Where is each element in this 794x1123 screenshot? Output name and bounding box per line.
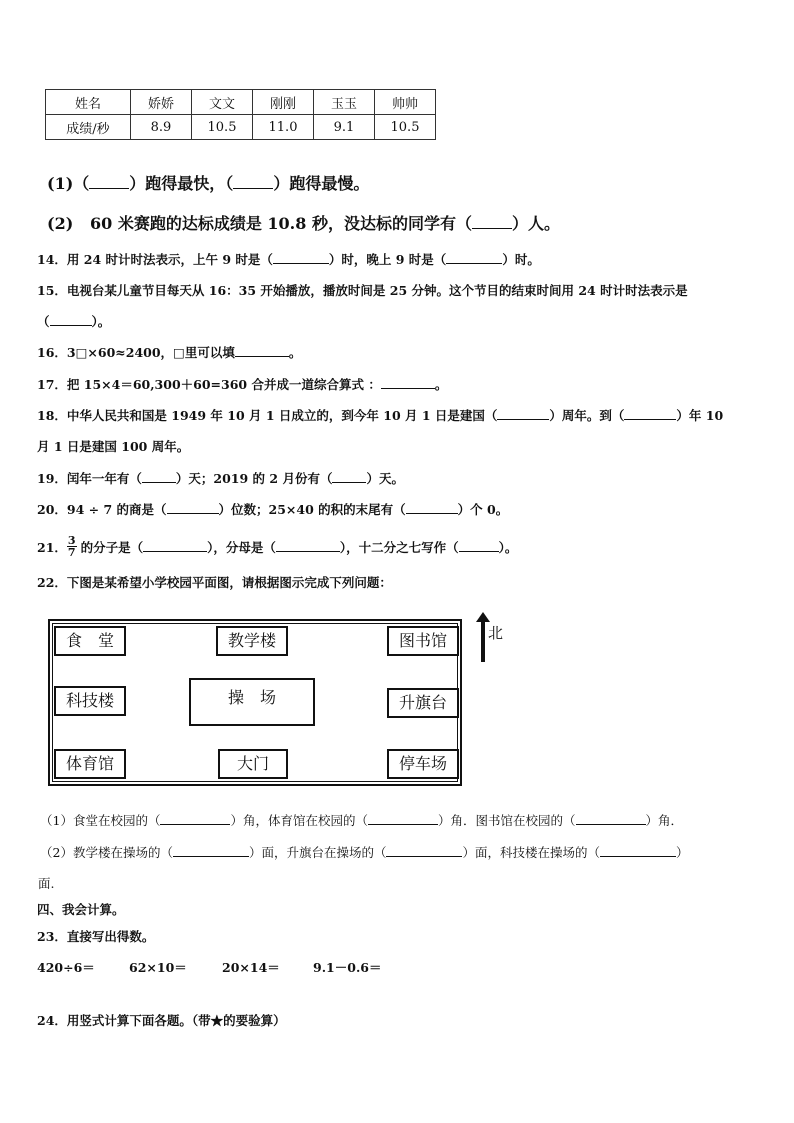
question-14 <box>37 250 540 268</box>
answer-blank[interactable] <box>50 313 92 326</box>
answer-blank[interactable] <box>446 251 502 264</box>
place-parking: 停车场 <box>387 749 459 779</box>
fraction-numerator: 3 <box>67 534 76 547</box>
text: 21． <box>37 540 67 555</box>
question-21 <box>37 534 518 560</box>
question-22-part2 <box>40 843 689 861</box>
table-cell: 9.1 <box>314 115 375 140</box>
question-18-line2 <box>37 437 189 455</box>
text: ），十二分之七写作（ <box>339 540 459 555</box>
text: 月 1 日是建国 100 周年。 <box>37 439 190 454</box>
text: 的分子是（ <box>80 540 144 555</box>
table-cell: 文文 <box>192 90 253 115</box>
text: ）天。 <box>366 471 404 486</box>
answer-blank[interactable] <box>472 216 512 229</box>
question-24: 24．用竖式计算下面各题。（带★的要验算） <box>37 1013 286 1028</box>
text: ）时，晚上 9 时是（ <box>328 252 447 267</box>
text: （ <box>37 314 50 329</box>
text: 14．用 24 时计时法表示，上午 9 时是（ <box>37 252 273 267</box>
text: ）时。 <box>502 252 540 267</box>
place-science-building: 科技楼 <box>54 686 126 716</box>
table-cell: 玉玉 <box>314 90 375 115</box>
text: ）跑得最慢。 <box>273 174 370 193</box>
question-18 <box>37 406 723 424</box>
campus-map <box>48 619 462 786</box>
text: 20．94 ÷ 7 的商是（ <box>37 502 167 517</box>
question-20 <box>37 500 508 518</box>
north-label: 北 <box>488 624 504 642</box>
answer-blank[interactable] <box>368 812 438 825</box>
place-gym: 体育馆 <box>54 749 126 779</box>
section-heading: 四、我会计算。 <box>37 902 125 917</box>
text: ）。 <box>498 540 518 555</box>
answer-blank[interactable] <box>235 344 289 357</box>
text: ）位数；25×40 的积的末尾有（ <box>218 502 406 517</box>
answer-blank[interactable] <box>497 407 549 420</box>
answer-blank[interactable] <box>459 539 499 552</box>
question-16 <box>37 343 301 361</box>
question-15 <box>37 281 688 299</box>
text: ）角，体育馆在校园的（ <box>230 813 368 828</box>
q13-part2 <box>47 211 560 234</box>
answer-blank[interactable] <box>142 470 176 483</box>
text: 22．下图是某希望小学校园平面图，请根据图示完成下列问题： <box>37 575 392 590</box>
calc-item: 20×14＝ <box>222 960 280 975</box>
calc-item: 420÷6＝ <box>37 960 95 975</box>
part-label: (2) <box>47 214 74 233</box>
text: 面. <box>38 876 55 891</box>
answer-blank[interactable] <box>167 501 219 514</box>
table-row <box>46 115 436 140</box>
text: ）周年。到（ <box>549 408 625 423</box>
text: 16．3□×60≈2400，□里可以填 <box>37 345 235 360</box>
table-cell: 10.5 <box>375 115 436 140</box>
place-canteen: 食 堂 <box>54 626 126 656</box>
table-cell: 帅帅 <box>375 90 436 115</box>
question-17 <box>37 375 447 393</box>
text: ）年 10 <box>676 408 724 423</box>
text: ）。 <box>91 314 111 329</box>
place-flag-platform: 升旗台 <box>387 688 459 718</box>
question-22-part2-line2 <box>38 874 54 892</box>
text: 19．闰年一年有（ <box>37 471 142 486</box>
text: ）人。 <box>511 214 560 233</box>
answer-blank[interactable] <box>273 251 329 264</box>
answer-blank[interactable] <box>624 407 676 420</box>
calc-item: 9.1－0.6＝ <box>313 960 382 975</box>
text: ），分母是（ <box>207 540 276 555</box>
text: 17．把 15×4＝60,300＋60=360 合并成一道综合算式 ： <box>37 377 381 392</box>
table-cell: 娇娇 <box>131 90 192 115</box>
answer-blank[interactable] <box>160 812 230 825</box>
north-arrow-icon <box>481 620 485 662</box>
text: 60 米赛跑的达标成绩是 10.8 秒，没达标的同学有（ <box>90 214 472 233</box>
table-cell: 11.0 <box>253 115 314 140</box>
answer-blank[interactable] <box>89 176 129 189</box>
text: 18．中华人民共和国是 1949 年 10 月 1 日成立的，到今年 10 月 1 日是建国（ <box>37 408 498 423</box>
fraction <box>67 535 77 558</box>
answer-blank[interactable] <box>143 539 207 552</box>
table-cell: 姓名 <box>46 90 131 115</box>
place-playground: 操 场 <box>189 678 315 726</box>
text: ）个 0。 <box>457 502 509 517</box>
table-cell: 刚刚 <box>253 90 314 115</box>
text: ）面，升旗台在操场的（ <box>248 845 387 860</box>
answer-blank[interactable] <box>381 376 435 389</box>
answer-blank[interactable] <box>332 470 366 483</box>
text: （2）教学楼在操场的（ <box>40 845 173 860</box>
text: ） <box>676 845 689 860</box>
fraction-denominator: 7 <box>67 546 76 559</box>
text: ）角． <box>645 813 684 828</box>
part-label: (1) <box>47 174 74 193</box>
text: ）天；2019 的 2 月份有（ <box>175 471 333 486</box>
answer-blank[interactable] <box>576 812 646 825</box>
table-cell: 成绩/秒 <box>46 115 131 140</box>
question-22-title <box>37 573 392 591</box>
question-22-part1 <box>40 811 683 829</box>
text: 。 <box>434 377 448 392</box>
answer-blank[interactable] <box>173 844 249 857</box>
text: ）跑得最快，（ <box>129 174 234 193</box>
score-table <box>45 89 436 140</box>
calc-item: 62×10＝ <box>129 960 187 975</box>
answer-blank[interactable] <box>276 539 340 552</box>
question-15-line2 <box>37 312 110 330</box>
text: 15．电视台某儿童节目每天从 16：35 开始播放，播放时间是 25 分钟。这个节目的结束时间用 24 时计时法表示是 <box>37 283 688 298</box>
place-teaching-building: 教学楼 <box>216 626 288 656</box>
question-19 <box>37 469 404 487</box>
question-23-title: 23．直接写出得数。 <box>37 929 155 944</box>
text: ）面，科技楼在操场的（ <box>462 845 600 860</box>
text: 。 <box>288 345 302 360</box>
answer-blank[interactable] <box>600 844 676 857</box>
text: （ <box>73 174 90 193</box>
table-header-row <box>46 90 436 115</box>
answer-blank[interactable] <box>386 844 462 857</box>
answer-blank[interactable] <box>406 501 458 514</box>
place-library: 图书馆 <box>387 626 459 656</box>
table-cell: 10.5 <box>192 115 253 140</box>
answer-blank[interactable] <box>233 176 273 189</box>
q13-part1 <box>47 171 369 194</box>
place-gate: 大门 <box>218 749 288 779</box>
table-cell: 8.9 <box>131 115 192 140</box>
text: ）角．图书馆在校园的（ <box>437 813 576 828</box>
text: （1）食堂在校园的（ <box>40 813 161 828</box>
